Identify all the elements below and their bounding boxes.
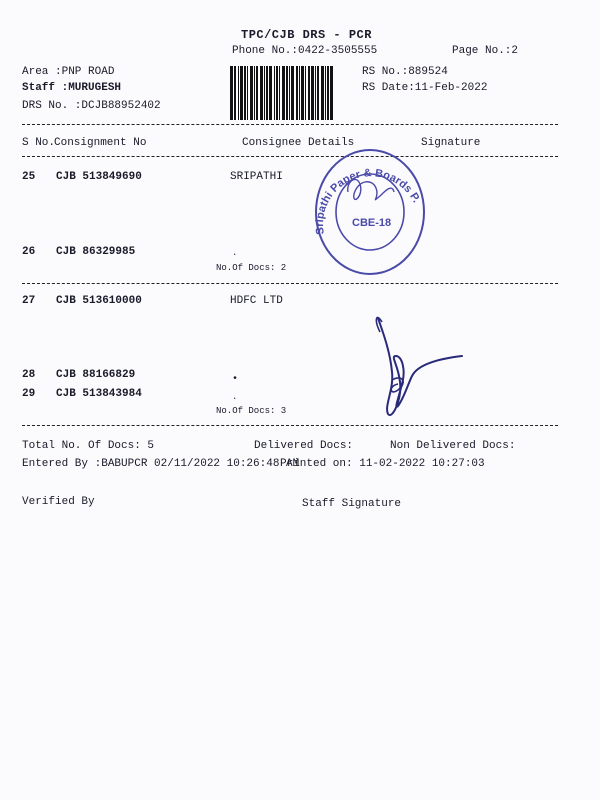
divider [22, 124, 558, 125]
area-label: Area :PNP ROAD [22, 66, 115, 78]
row-sno: 28 [22, 369, 36, 381]
row-consignment: CJB 513849690 [56, 171, 142, 183]
row-consignee: SRIPATHI [230, 171, 283, 183]
total-docs: Total No. Of Docs: 5 [22, 440, 155, 452]
dot-mark: · [232, 250, 238, 260]
rs-date: RS Date:11-Feb-2022 [362, 82, 488, 94]
staff-label: Staff :MURUGESH [22, 82, 122, 94]
delivered-docs: Delivered Docs: [254, 440, 354, 452]
stamp-outer-text: Sripathi Paper & Boards P. [313, 167, 423, 236]
col-consignee: Consignee Details [242, 137, 355, 149]
row-sno: 27 [22, 295, 36, 307]
row-consignment: CJB 86329985 [56, 246, 136, 258]
non-delivered-docs: Non Delivered Docs: [390, 440, 516, 452]
page-number: Page No.:2 [452, 45, 519, 57]
row-consignee: HDFC LTD [230, 295, 283, 307]
row-consignment: CJB 513610000 [56, 295, 142, 307]
signature-mark [368, 310, 478, 420]
company-stamp [310, 122, 430, 282]
dot-mark: • [232, 374, 239, 385]
divider [22, 156, 558, 157]
row-sno: 29 [22, 388, 36, 400]
rs-number: RS No.:889524 [362, 66, 448, 78]
verified-by: Verified By [22, 496, 95, 508]
row-sno: 26 [22, 246, 36, 258]
docs-count: No.Of Docs: 3 [216, 406, 287, 416]
dot-mark: · [232, 394, 238, 404]
col-consignment: Consignment No [54, 137, 147, 149]
drs-number: DRS No. :DCJB88952402 [22, 100, 161, 112]
phone-number: Phone No.:0422-3505555 [232, 45, 378, 57]
barcode [230, 66, 352, 120]
row-consignment: CJB 513843984 [56, 388, 142, 400]
stamp-center-text: CBE-18 [352, 217, 392, 229]
divider [22, 283, 558, 284]
divider [22, 425, 558, 426]
row-sno: 25 [22, 171, 36, 183]
row-consignment: CJB 88166829 [56, 369, 136, 381]
staff-signature-label: Staff Signature [302, 498, 402, 510]
entered-by: Entered By :BABUPCR 02/11/2022 10:26:48 AM [22, 458, 300, 470]
stamp-initials [348, 179, 394, 199]
document-title: TPC/CJB DRS - PCR [241, 28, 372, 42]
col-sno: S No. [22, 137, 56, 149]
col-signature: Signature [421, 137, 481, 149]
printed-on: Printed on: 11-02-2022 10:27:03 [280, 458, 485, 470]
docs-count: No.Of Docs: 2 [216, 263, 287, 273]
